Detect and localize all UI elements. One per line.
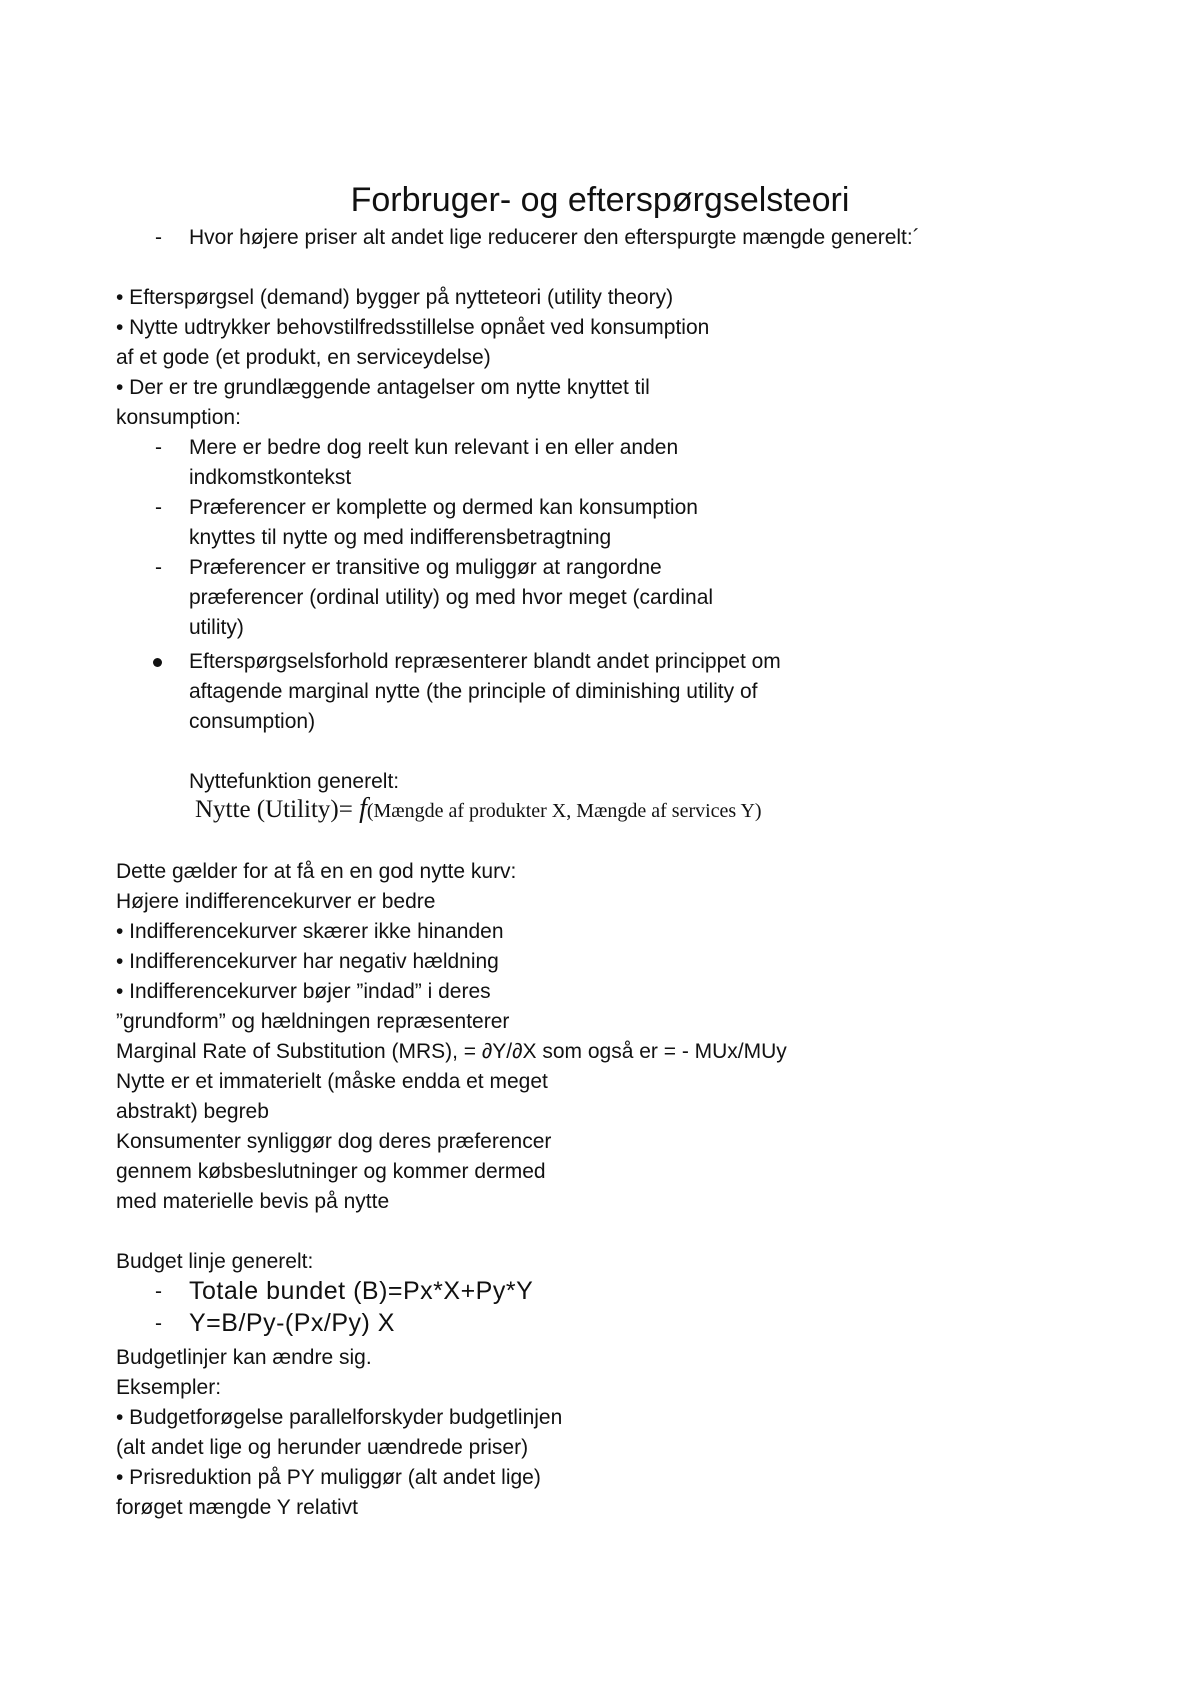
intro-line: Hvor højere priser alt andet lige reducerer den efterspurgte mængde generelt:´ — [189, 226, 920, 249]
text-line: • Indifferencekurver skærer ikke hinanden — [116, 920, 504, 943]
utility-heading: Nyttefunktion generelt: — [189, 770, 400, 793]
text-line: forøget mængde Y relativt — [116, 1496, 359, 1519]
assumption-line: Mere er bedre dog reelt kun relevant i en eller anden — [189, 436, 679, 459]
budget-formula: Y=B/Py-(Px/Py) X — [189, 1309, 395, 1337]
budget-formula: Totale bundet (B)=Px*X+Py*Y — [189, 1277, 534, 1305]
text-line: abstrakt) begreb — [116, 1100, 269, 1123]
text-line: Højere indifferencekurver er bedre — [116, 890, 436, 913]
text-line: Eksempler: — [116, 1376, 222, 1399]
text-line: Konsumenter synliggør dog deres præferencer — [116, 1130, 552, 1153]
text-line: • Indifferencekurver bøjer ”indad” i deres — [116, 980, 491, 1003]
dash-marker: - — [155, 496, 162, 519]
formula-lhs: Nytte (Utility)= — [195, 796, 360, 823]
function-symbol: f — [359, 793, 367, 824]
dash-marker: - — [155, 556, 162, 579]
text-line: • Efterspørgsel (demand) bygger på nytteteori (utility theory) — [116, 286, 674, 309]
text-line: (alt andet lige og herunder uændrede priser) — [116, 1436, 529, 1459]
principle-line: consumption) — [189, 710, 316, 733]
assumption-line: præferencer (ordinal utility) og med hvor meget (cardinal — [189, 586, 714, 609]
text-line: ”grundform” og hældningen repræsenterer — [116, 1010, 510, 1033]
formula-args: (Mængde af produkter X, Mængde af services Y) — [366, 800, 762, 822]
text-line: Nytte er et immaterielt (måske endda et meget — [116, 1070, 548, 1093]
text-line: • Prisreduktion på PY muliggør (alt andet lige) — [116, 1466, 541, 1489]
assumption-line: indkomstkontekst — [189, 466, 352, 489]
assumption-line: Præferencer er komplette og dermed kan konsumption — [189, 496, 698, 519]
text-line: med materielle bevis på nytte — [116, 1190, 390, 1213]
dash-marker: - — [155, 1280, 162, 1303]
assumption-line: Præferencer er transitive og muliggør at rangordne — [189, 556, 662, 579]
text-line: gennem købsbeslutninger og kommer dermed — [116, 1160, 546, 1183]
text-line: • Nytte udtrykker behovstilfredsstillelse opnået ved konsumption — [116, 316, 710, 339]
text-line: • Indifferencekurver har negativ hældning — [116, 950, 499, 973]
assumption-line: knyttes til nytte og med indifferensbetragtning — [189, 526, 612, 549]
text-line: Budgetlinjer kan ændre sig. — [116, 1346, 372, 1369]
page-title: Forbruger- og efterspørgselsteori — [350, 181, 850, 219]
dash-marker: - — [155, 436, 162, 459]
text-line: af et gode (et produkt, en serviceydelse) — [116, 346, 491, 369]
text-line: Dette gælder for at få en en god nytte kurv: — [116, 860, 517, 883]
utility-formula — [195, 794, 762, 826]
dash-marker: - — [155, 226, 162, 249]
dash-marker: - — [155, 1312, 162, 1335]
text-line: konsumption: — [116, 406, 241, 429]
budget-heading: Budget linje generelt: — [116, 1250, 314, 1273]
text-line: • Der er tre grundlæggende antagelser om nytte knyttet til — [116, 376, 650, 399]
assumption-line: utility) — [189, 616, 244, 639]
principle-line: aftagende marginal nytte (the principle of diminishing utility of — [189, 680, 758, 703]
text-line: • Budgetforøgelse parallelforskyder budgetlinjen — [116, 1406, 563, 1429]
bullet-dot — [153, 658, 162, 667]
text-line: Marginal Rate of Substitution (MRS), = ∂Y/∂X som også er = - MUx/MUy — [116, 1040, 787, 1063]
principle-line: Efterspørgselsforhold repræsenterer blandt andet princippet om — [189, 650, 781, 673]
